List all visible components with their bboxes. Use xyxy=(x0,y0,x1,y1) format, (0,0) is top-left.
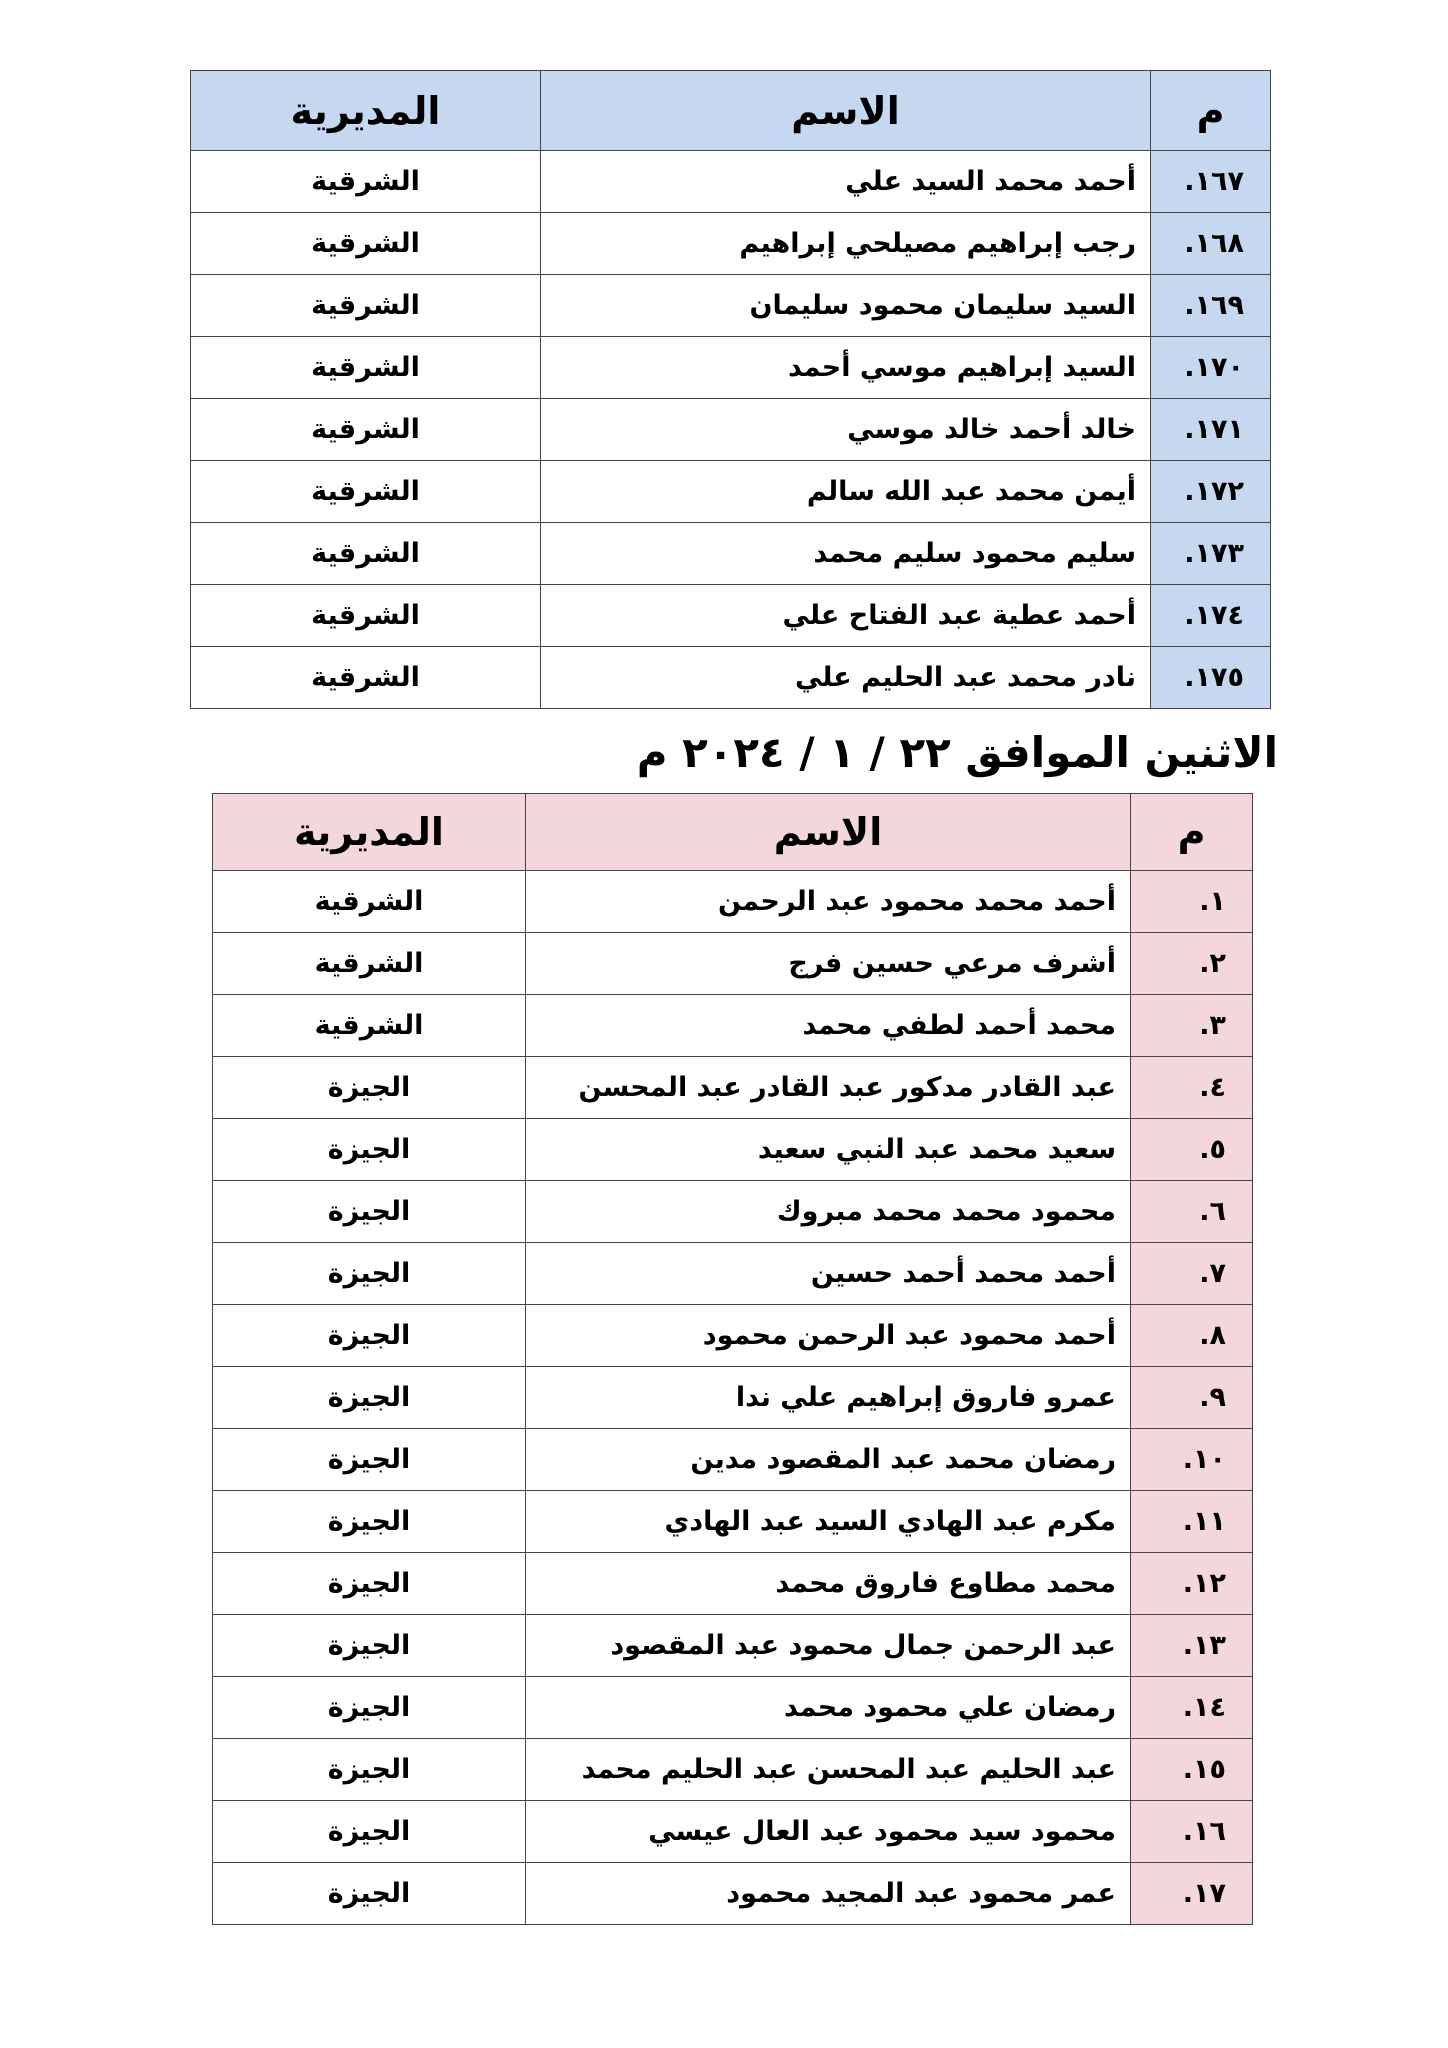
header-directorate: المديرية xyxy=(213,794,526,871)
table-row xyxy=(213,1863,1253,1925)
row-number: ١٧. xyxy=(1131,1863,1253,1925)
row-directorate: الجيزة xyxy=(213,1119,526,1181)
row-name: أحمد محمد أحمد حسين xyxy=(526,1243,1131,1305)
row-directorate: الجيزة xyxy=(213,1057,526,1119)
row-name: عبد القادر مدكور عبد القادر عبد المحسن xyxy=(526,1057,1131,1119)
row-name: عمرو فاروق إبراهيم علي ندا xyxy=(526,1367,1131,1429)
row-directorate: الشرقية xyxy=(191,275,541,337)
row-number: ١٧٠. xyxy=(1151,337,1271,399)
row-name: سعيد محمد عبد النبي سعيد xyxy=(526,1119,1131,1181)
row-number: ١٧٤. xyxy=(1151,585,1271,647)
row-directorate: الجيزة xyxy=(213,1801,526,1863)
table-row xyxy=(213,1305,1253,1367)
row-directorate: الجيزة xyxy=(213,1863,526,1925)
table-row xyxy=(191,399,1271,461)
table-row xyxy=(213,1119,1253,1181)
header-name: الاسم xyxy=(541,71,1151,151)
header-number: م xyxy=(1131,794,1253,871)
header-name: الاسم xyxy=(526,794,1131,871)
header-number: م xyxy=(1151,71,1271,151)
row-number: ١٧٣. xyxy=(1151,523,1271,585)
table-header-row xyxy=(191,71,1271,151)
row-number: ١١. xyxy=(1131,1491,1253,1553)
row-number: ١٣. xyxy=(1131,1615,1253,1677)
row-number: ١٧٥. xyxy=(1151,647,1271,709)
row-directorate: الشرقية xyxy=(191,213,541,275)
row-number: ١٦٩. xyxy=(1151,275,1271,337)
row-name: عبد الرحمن جمال محمود عبد المقصود xyxy=(526,1615,1131,1677)
table-row xyxy=(213,1367,1253,1429)
row-directorate: الجيزة xyxy=(213,1615,526,1677)
table-row xyxy=(213,871,1253,933)
row-directorate: الجيزة xyxy=(213,1553,526,1615)
table-row xyxy=(213,1491,1253,1553)
table-row xyxy=(213,995,1253,1057)
table-row xyxy=(213,1801,1253,1863)
row-directorate: الجيزة xyxy=(213,1739,526,1801)
row-name: رجب إبراهيم مصيلحي إبراهيم xyxy=(541,213,1151,275)
row-number: ١٧٢. xyxy=(1151,461,1271,523)
row-directorate: الشرقية xyxy=(191,523,541,585)
row-name: محمود سيد محمود عبد العال عيسي xyxy=(526,1801,1131,1863)
table-directorate-list-2 xyxy=(212,793,1253,1925)
table-row xyxy=(191,461,1271,523)
row-number: ٢. xyxy=(1131,933,1253,995)
row-number: ٩. xyxy=(1131,1367,1253,1429)
row-name: أيمن محمد عبد الله سالم xyxy=(541,461,1151,523)
row-directorate: الجيزة xyxy=(213,1367,526,1429)
row-number: ١٦٧. xyxy=(1151,151,1271,213)
table-row xyxy=(213,933,1253,995)
row-name: رمضان علي محمود محمد xyxy=(526,1677,1131,1739)
section-title-date: الاثنين الموافق ٢٢ / ١ / ٢٠٢٤ م xyxy=(636,728,1278,777)
table-row xyxy=(213,1181,1253,1243)
row-name: السيد سليمان محمود سليمان xyxy=(541,275,1151,337)
row-number: ٦. xyxy=(1131,1181,1253,1243)
row-directorate: الجيزة xyxy=(213,1677,526,1739)
row-directorate: الشرقية xyxy=(191,647,541,709)
row-name: نادر محمد عبد الحليم علي xyxy=(541,647,1151,709)
row-number: ١٦٨. xyxy=(1151,213,1271,275)
row-directorate: الشرقية xyxy=(191,151,541,213)
table-row xyxy=(191,523,1271,585)
row-name: عمر محمود عبد المجيد محمود xyxy=(526,1863,1131,1925)
row-number: ١٢. xyxy=(1131,1553,1253,1615)
row-name: خالد أحمد خالد موسي xyxy=(541,399,1151,461)
row-directorate: الشرقية xyxy=(191,337,541,399)
row-name: عبد الحليم عبد المحسن عبد الحليم محمد xyxy=(526,1739,1131,1801)
table-row xyxy=(191,585,1271,647)
row-directorate: الجيزة xyxy=(213,1181,526,1243)
table-row xyxy=(213,1553,1253,1615)
table-row xyxy=(191,337,1271,399)
table-row xyxy=(213,1677,1253,1739)
row-name: أشرف مرعي حسين فرج xyxy=(526,933,1131,995)
row-name: أحمد عطية عبد الفتاح علي xyxy=(541,585,1151,647)
row-number: ٧. xyxy=(1131,1243,1253,1305)
table-row xyxy=(191,647,1271,709)
table-row xyxy=(213,1739,1253,1801)
row-number: ١٠. xyxy=(1131,1429,1253,1491)
row-directorate: الجيزة xyxy=(213,1305,526,1367)
table-row xyxy=(191,275,1271,337)
row-name: رمضان محمد عبد المقصود مدين xyxy=(526,1429,1131,1491)
row-directorate: الشرقية xyxy=(191,399,541,461)
row-name: أحمد محمود عبد الرحمن محمود xyxy=(526,1305,1131,1367)
row-name: محمود محمد محمد مبروك xyxy=(526,1181,1131,1243)
row-name: أحمد محمد محمود عبد الرحمن xyxy=(526,871,1131,933)
row-number: ١٥. xyxy=(1131,1739,1253,1801)
row-directorate: الشرقية xyxy=(213,871,526,933)
header-directorate: المديرية xyxy=(191,71,541,151)
row-name: سليم محمود سليم محمد xyxy=(541,523,1151,585)
row-number: ٤. xyxy=(1131,1057,1253,1119)
row-directorate: الشرقية xyxy=(213,995,526,1057)
table-directorate-list-1 xyxy=(190,70,1271,709)
row-directorate: الجيزة xyxy=(213,1429,526,1491)
row-number: ٥. xyxy=(1131,1119,1253,1181)
table-row xyxy=(213,1615,1253,1677)
row-name: أحمد محمد السيد علي xyxy=(541,151,1151,213)
row-directorate: الشرقية xyxy=(213,933,526,995)
row-directorate: الشرقية xyxy=(191,585,541,647)
row-number: ٣. xyxy=(1131,995,1253,1057)
table-row xyxy=(213,1057,1253,1119)
row-directorate: الجيزة xyxy=(213,1491,526,1553)
row-name: السيد إبراهيم موسي أحمد xyxy=(541,337,1151,399)
row-directorate: الشرقية xyxy=(191,461,541,523)
row-directorate: الجيزة xyxy=(213,1243,526,1305)
table-header-row xyxy=(213,794,1253,871)
row-number: ١٦. xyxy=(1131,1801,1253,1863)
row-number: ١. xyxy=(1131,871,1253,933)
table-row xyxy=(213,1243,1253,1305)
table-row xyxy=(191,151,1271,213)
row-number: ١٤. xyxy=(1131,1677,1253,1739)
row-name: مكرم عبد الهادي السيد عبد الهادي xyxy=(526,1491,1131,1553)
table-row xyxy=(191,213,1271,275)
row-number: ١٧١. xyxy=(1151,399,1271,461)
row-name: محمد أحمد لطفي محمد xyxy=(526,995,1131,1057)
table-row xyxy=(213,1429,1253,1491)
row-number: ٨. xyxy=(1131,1305,1253,1367)
row-name: محمد مطاوع فاروق محمد xyxy=(526,1553,1131,1615)
